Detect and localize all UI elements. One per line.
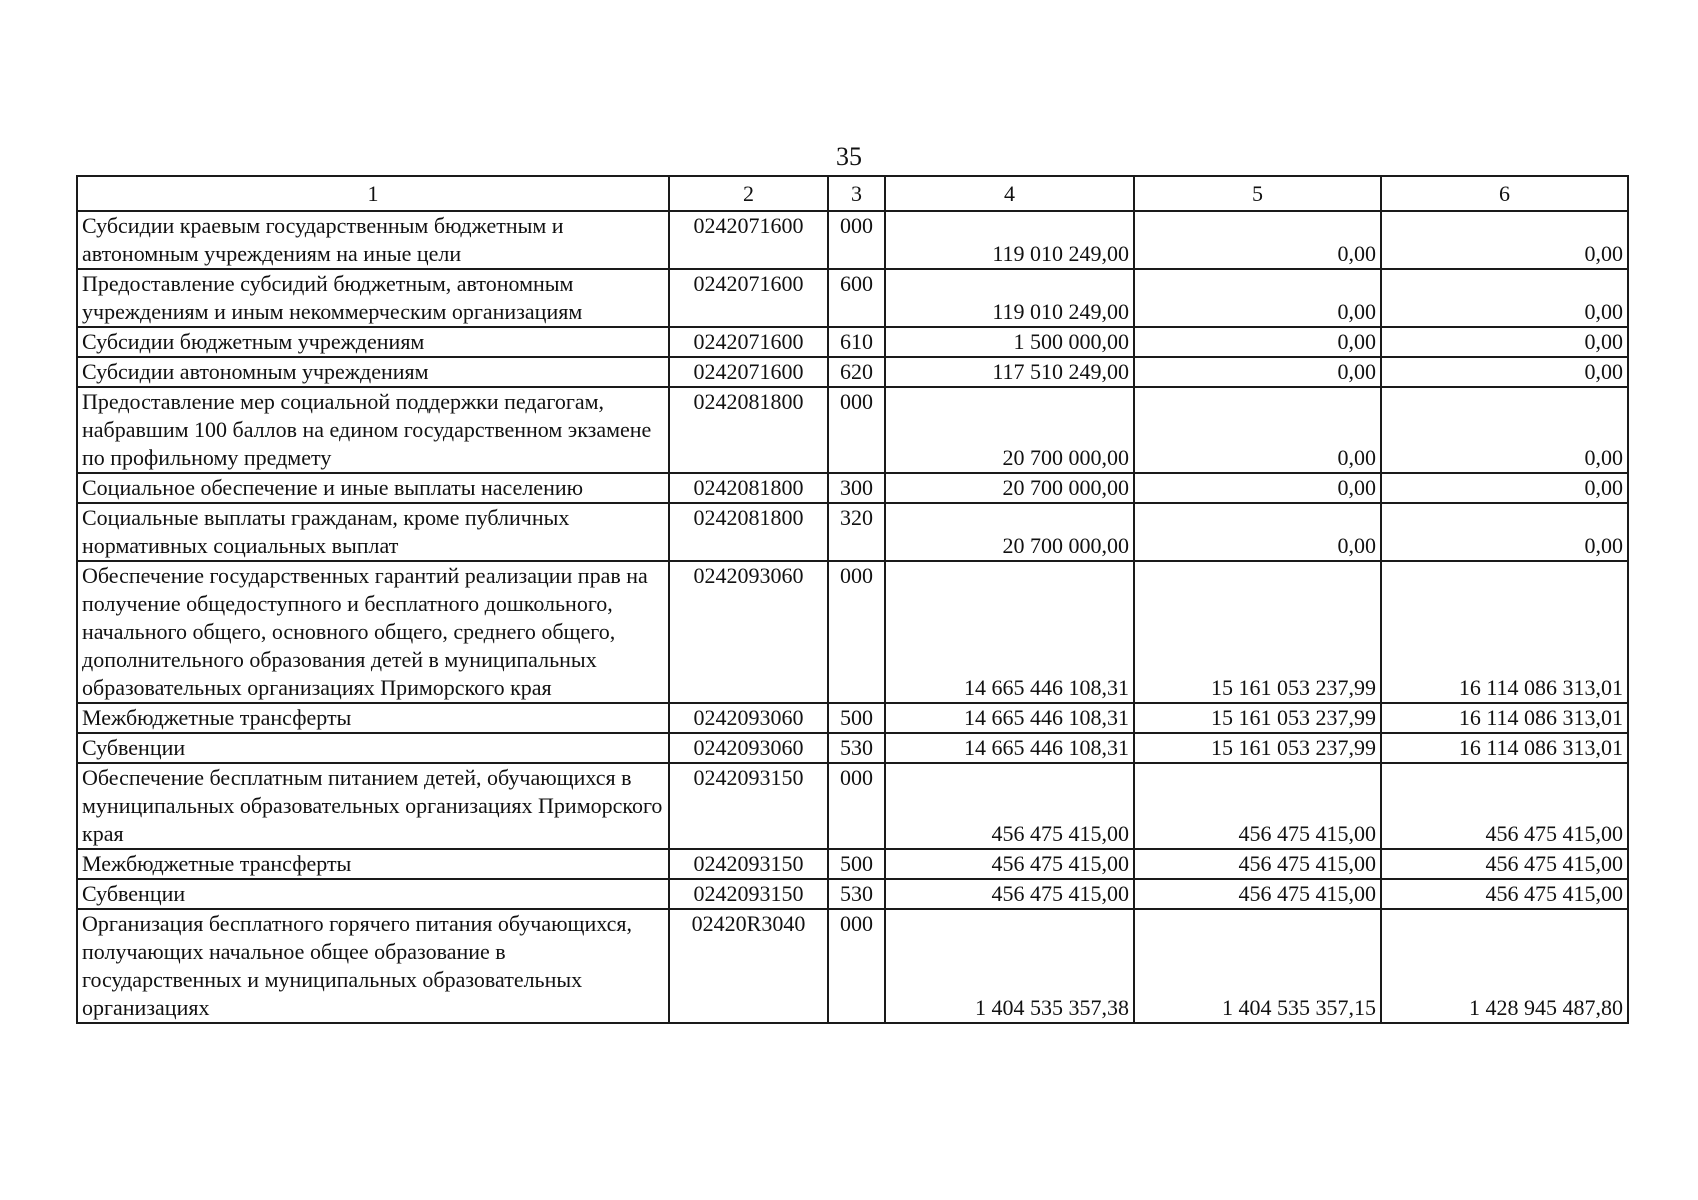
amount-col-6: 456 475 415,00 <box>1381 879 1628 909</box>
table-row <box>77 703 1628 733</box>
amount-col-4: 456 475 415,00 <box>885 763 1134 849</box>
amount-col-5: 0,00 <box>1134 327 1381 357</box>
target-article-code: 0242093060 <box>669 561 828 703</box>
amount-col-4: 20 700 000,00 <box>885 387 1134 473</box>
target-article-code: 0242071600 <box>669 357 828 387</box>
expense-type-code: 500 <box>828 703 885 733</box>
table-header-row <box>77 176 1628 211</box>
table-row <box>77 763 1628 849</box>
amount-col-5: 0,00 <box>1134 211 1381 269</box>
amount-col-6: 16 114 086 313,01 <box>1381 733 1628 763</box>
amount-col-5: 0,00 <box>1134 473 1381 503</box>
column-header: 1 <box>77 176 669 211</box>
amount-col-4: 1 500 000,00 <box>885 327 1134 357</box>
row-name: Предоставление мер социальной поддержки педагогам, набравшим 100 баллов на едином государственном экзамене по профильному предмету <box>77 387 669 473</box>
amount-col-6: 0,00 <box>1381 473 1628 503</box>
table-row <box>77 211 1628 269</box>
target-article-code: 0242093150 <box>669 879 828 909</box>
amount-col-5: 15 161 053 237,99 <box>1134 561 1381 703</box>
table-body <box>77 211 1628 1023</box>
target-article-code: 02420R3040 <box>669 909 828 1023</box>
table-row <box>77 503 1628 561</box>
budget-table <box>76 175 1629 1024</box>
table-row <box>77 849 1628 879</box>
amount-col-6: 1 428 945 487,80 <box>1381 909 1628 1023</box>
row-name: Межбюджетные трансферты <box>77 703 669 733</box>
table-row <box>77 269 1628 327</box>
amount-col-4: 14 665 446 108,31 <box>885 561 1134 703</box>
amount-col-6: 16 114 086 313,01 <box>1381 703 1628 733</box>
row-name: Обеспечение государственных гарантий реализации прав на получение общедоступного и бесплатного дошкольного, начального общего, основного общего, среднего общего, дополнительного образования детей в муниципальных образовательных организациях Приморского края <box>77 561 669 703</box>
table-row <box>77 473 1628 503</box>
table-row <box>77 909 1628 1023</box>
expense-type-code: 000 <box>828 763 885 849</box>
amount-col-5: 0,00 <box>1134 269 1381 327</box>
expense-type-code: 300 <box>828 473 885 503</box>
row-name: Социальное обеспечение и иные выплаты населению <box>77 473 669 503</box>
amount-col-5: 0,00 <box>1134 503 1381 561</box>
target-article-code: 0242071600 <box>669 327 828 357</box>
table-row <box>77 879 1628 909</box>
table-row <box>77 733 1628 763</box>
amount-col-6: 16 114 086 313,01 <box>1381 561 1628 703</box>
row-name: Субвенции <box>77 879 669 909</box>
amount-col-5: 0,00 <box>1134 387 1381 473</box>
target-article-code: 0242081800 <box>669 473 828 503</box>
row-name: Межбюджетные трансферты <box>77 849 669 879</box>
amount-col-6: 0,00 <box>1381 327 1628 357</box>
expense-type-code: 000 <box>828 387 885 473</box>
amount-col-4: 119 010 249,00 <box>885 269 1134 327</box>
expense-type-code: 530 <box>828 733 885 763</box>
amount-col-4: 456 475 415,00 <box>885 849 1134 879</box>
target-article-code: 0242093060 <box>669 703 828 733</box>
target-article-code: 0242081800 <box>669 387 828 473</box>
row-name: Обеспечение бесплатным питанием детей, обучающихся в муниципальных образовательных организациях Приморского края <box>77 763 669 849</box>
amount-col-5: 15 161 053 237,99 <box>1134 733 1381 763</box>
row-name: Социальные выплаты гражданам, кроме публичных нормативных социальных выплат <box>77 503 669 561</box>
amount-col-5: 0,00 <box>1134 357 1381 387</box>
row-name: Субсидии бюджетным учреждениям <box>77 327 669 357</box>
expense-type-code: 000 <box>828 211 885 269</box>
expense-type-code: 320 <box>828 503 885 561</box>
row-name: Предоставление субсидий бюджетным, автономным учреждениям и иным некоммерческим организациям <box>77 269 669 327</box>
amount-col-6: 0,00 <box>1381 269 1628 327</box>
amount-col-5: 456 475 415,00 <box>1134 763 1381 849</box>
table-row <box>77 387 1628 473</box>
column-header: 3 <box>828 176 885 211</box>
amount-col-4: 20 700 000,00 <box>885 473 1134 503</box>
page-number: 35 <box>836 142 862 171</box>
target-article-code: 0242093060 <box>669 733 828 763</box>
amount-col-4: 119 010 249,00 <box>885 211 1134 269</box>
amount-col-4: 456 475 415,00 <box>885 879 1134 909</box>
row-name: Субсидии краевым государственным бюджетным и автономным учреждениям на иные цели <box>77 211 669 269</box>
amount-col-5: 456 475 415,00 <box>1134 849 1381 879</box>
target-article-code: 0242093150 <box>669 849 828 879</box>
target-article-code: 0242071600 <box>669 269 828 327</box>
column-header: 4 <box>885 176 1134 211</box>
expense-type-code: 530 <box>828 879 885 909</box>
amount-col-5: 1 404 535 357,15 <box>1134 909 1381 1023</box>
amount-col-4: 20 700 000,00 <box>885 503 1134 561</box>
row-name: Субвенции <box>77 733 669 763</box>
column-header: 2 <box>669 176 828 211</box>
amount-col-5: 15 161 053 237,99 <box>1134 703 1381 733</box>
column-header: 6 <box>1381 176 1628 211</box>
amount-col-6: 0,00 <box>1381 357 1628 387</box>
amount-col-6: 0,00 <box>1381 503 1628 561</box>
amount-col-6: 456 475 415,00 <box>1381 763 1628 849</box>
expense-type-code: 620 <box>828 357 885 387</box>
amount-col-4: 14 665 446 108,31 <box>885 703 1134 733</box>
target-article-code: 0242093150 <box>669 763 828 849</box>
table-row <box>77 561 1628 703</box>
table-row <box>77 327 1628 357</box>
amount-col-6: 456 475 415,00 <box>1381 849 1628 879</box>
amount-col-4: 117 510 249,00 <box>885 357 1134 387</box>
amount-col-4: 14 665 446 108,31 <box>885 733 1134 763</box>
expense-type-code: 600 <box>828 269 885 327</box>
expense-type-code: 000 <box>828 561 885 703</box>
amount-col-5: 456 475 415,00 <box>1134 879 1381 909</box>
row-name: Субсидии автономным учреждениям <box>77 357 669 387</box>
amount-col-4: 1 404 535 357,38 <box>885 909 1134 1023</box>
expense-type-code: 610 <box>828 327 885 357</box>
target-article-code: 0242071600 <box>669 211 828 269</box>
amount-col-6: 0,00 <box>1381 387 1628 473</box>
table-row <box>77 357 1628 387</box>
row-name: Организация бесплатного горячего питания обучающихся, получающих начальное общее образование в государственных и муниципальных образовательных организациях <box>77 909 669 1023</box>
column-header: 5 <box>1134 176 1381 211</box>
target-article-code: 0242081800 <box>669 503 828 561</box>
expense-type-code: 500 <box>828 849 885 879</box>
expense-type-code: 000 <box>828 909 885 1023</box>
amount-col-6: 0,00 <box>1381 211 1628 269</box>
